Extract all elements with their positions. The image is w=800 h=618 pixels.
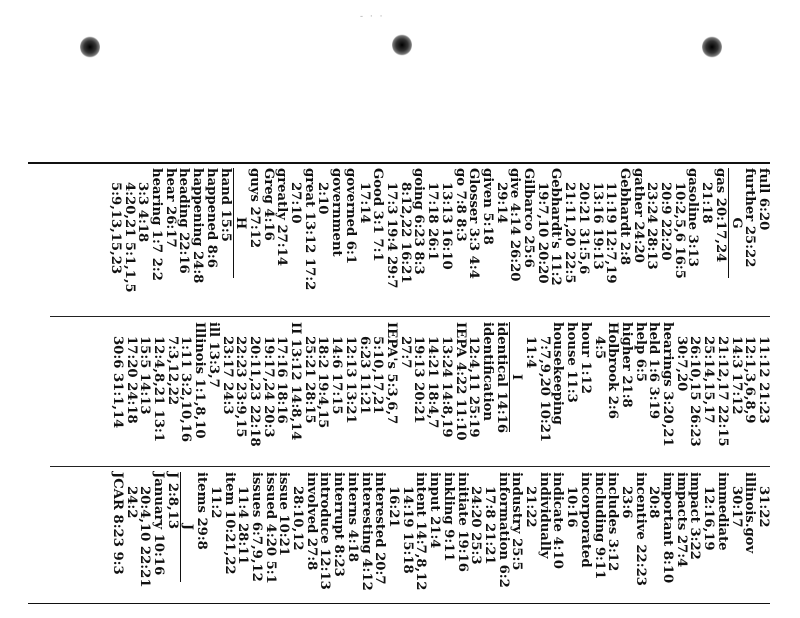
index-subentry: 21:11,20 22:5 [562, 182, 578, 284]
index-subentry: 30:7,20 [673, 336, 689, 392]
index-subentry: 12:16,19 [701, 486, 717, 551]
index-entry: Gebhardt 2:8 [616, 168, 632, 266]
punch-hole-left [80, 36, 100, 58]
index-subentry: 14:19 15:18 [399, 486, 415, 574]
index-subentry: 19:17,24 20:3 [260, 336, 276, 438]
index-entry: information 6:2 [495, 472, 511, 588]
index-subentry: 27:10 [288, 182, 304, 224]
index-entry: JCAR 8:23 9:3 [109, 472, 125, 575]
index-subentry: 18:2 19:4,15 [315, 336, 331, 429]
index-subentry: 17:3 19:4 29:7 [384, 182, 400, 289]
index-entry: important 8:10 [660, 472, 676, 584]
index-subentry: 10:2,5,6 16:5 [671, 182, 687, 279]
letter-heading: J [180, 472, 195, 582]
index-entry: happening 24:8 [190, 168, 206, 284]
index-subentry: 24:20 25:3 [468, 486, 484, 565]
index-entry: issue 10:21 [276, 472, 292, 556]
index-entry: IEPA 4:22 11:10 [452, 322, 468, 441]
index-entry: incorporated [577, 472, 593, 568]
index-entry: issued 4:20 5:1 [262, 472, 278, 584]
index-subentry: 17:18 26:1 [425, 182, 441, 261]
index-subentry: 7:7,9,20 10:21 [536, 336, 552, 443]
index-subentry: 20:4,10 22:21 [137, 486, 153, 588]
index-entry: incentive 22:23 [632, 472, 648, 586]
index-entry: issues 6:7,9,12 [248, 472, 264, 582]
index-subentry: 15:5 14:13 [137, 336, 153, 415]
index-subentry: 20:8 [646, 486, 662, 519]
index-subentry: 23:24 28:13 [644, 182, 660, 270]
index-subentry: 19:7,10 20:20 [534, 182, 550, 284]
index-entry: initiate 19:16 [454, 472, 470, 572]
index-entry: individually [536, 472, 552, 559]
index-subentry: 11:4 [523, 336, 539, 369]
index-entry: help 6:5 [632, 322, 648, 383]
index-column-1 [107, 168, 771, 293]
index-entry: Holbrook 2:6 [605, 322, 621, 419]
index-entry: IEPA's 5:3,6,7 [384, 322, 400, 425]
index-subentry: 23:6 [618, 486, 634, 519]
index-subentry: 22:23 23:9,15 [233, 336, 249, 438]
index-entry: items 29:8 [194, 472, 210, 550]
index-subentry: 7:3,12,22 [164, 336, 180, 406]
index-subentry: 19:13 20:21 [411, 336, 427, 424]
index-entry: Gebhardt's 11:2 [548, 168, 564, 286]
index-entry: housekeeping [550, 322, 566, 425]
index-subentry: 16:21 [386, 486, 402, 528]
index-subentry: 20:11,23 22:18 [246, 336, 262, 447]
index-entry: input 21:4 [427, 472, 443, 549]
index-subentry: 4:20,21 5:1,1,5 [121, 182, 137, 293]
index-subentry: 2:10 [315, 182, 331, 215]
index-entry: interesting 4:12 [358, 472, 374, 591]
index-entry: hour 1:12 [577, 322, 593, 394]
index-subentry: 28:10,12 [290, 486, 306, 551]
index-entry: interns 4:18 [344, 472, 360, 563]
index-entry: includes 3:12 [605, 472, 621, 572]
index-subentry: 21:12,17 22:15 [714, 336, 730, 447]
index-subentry: 17:16 18:16 [274, 336, 290, 424]
index-entry: Illinois 1:1,8,10 [192, 322, 208, 439]
column-divider-1 [50, 316, 770, 317]
index-subentry: 24:2 [123, 486, 139, 519]
index-entry: ill 13:3,7 [205, 322, 221, 388]
index-subentry: 6:23 11:21 [356, 336, 372, 415]
index-entry: great 13:12 17:2 [301, 168, 317, 291]
index-entry: house 11:3 [564, 322, 580, 403]
index-entry: gather 24:20 [630, 168, 646, 263]
index-subentry: 1:11 3:2,10,16 [178, 336, 194, 443]
index-subentry: 12:1,3,6,8,9 [742, 336, 758, 424]
index-subentry: 10:16 [564, 486, 580, 528]
index-entry: hand 15:5 [217, 168, 233, 242]
index-subentry: 5:9,13,15,23 [107, 182, 123, 275]
index-subentry: 20:9 22:20 [658, 182, 674, 261]
index-entry: January 10:16 [151, 472, 167, 576]
letter-heading: G [728, 168, 743, 278]
index-entry: including 9:11 [591, 472, 607, 580]
index-subentry: 12:13 13:21 [342, 336, 358, 424]
index-entry: interested 20:7 [372, 472, 388, 585]
index-entry: impact 3:22 [687, 472, 703, 560]
index-subentry: 13:24 14:8,19 [438, 336, 454, 438]
index-entry: go 7:8 8:3 [452, 168, 468, 242]
index-entry: item 10:21,22 [221, 472, 237, 575]
index-entry: Good 3:1 7:1 [370, 168, 386, 262]
index-subentry: 27:7 [397, 336, 413, 369]
letter-heading: I [509, 322, 524, 432]
index-entry: identical 14:16 [493, 322, 509, 434]
index-entry: identification [479, 322, 495, 421]
index-subentry: 17:8 21:21 [481, 486, 497, 565]
index-subentry: 26:10,15 26:23 [687, 336, 703, 447]
scan-mark: - · · [360, 12, 385, 22]
index-subentry: 8:12,22 16:21 [397, 182, 413, 284]
index-entry: guys 27:12 [246, 168, 262, 249]
index-subentry: 29:14 [493, 182, 509, 224]
index-entry: held 1:6 3:19 [646, 322, 662, 420]
index-subentry: 21:22 [523, 486, 539, 528]
index-column-3 [109, 472, 771, 591]
index-entry: illinois.gov [742, 472, 758, 554]
index-entry: happened 8:6 [203, 168, 219, 268]
index-entry: J 2:8,13 [164, 472, 180, 529]
index-subentry: 14:6 17:15 [329, 336, 345, 415]
index-entry: gas 20:17,24 [712, 168, 728, 263]
index-entry: hearings 3:20,21 [660, 322, 676, 447]
index-entry: introduce 12:13 [317, 472, 333, 590]
index-entry: impacts 27:4 [673, 472, 689, 568]
index-entry: interrupt 8:23 [331, 472, 347, 577]
index-entry: give 4:14 26:20 [507, 168, 523, 282]
index-subentry: 13:13 16:10 [438, 182, 454, 270]
index-subentry: 5:10,17,21 [370, 336, 386, 415]
index-entry: II 13:12 14:8,14 [288, 322, 304, 441]
index-subentry: 11:2 [207, 486, 223, 519]
index-entry: government [329, 168, 345, 257]
index-entry: higher 21:8 [618, 322, 634, 408]
index-subentry: 25:14,15,17 [701, 336, 717, 424]
index-entry: Gilbarco 25:6 [521, 168, 537, 268]
index-entry: Greg 4:16 [260, 168, 276, 241]
index-entry: hearing 1:7 2:2 [149, 168, 165, 281]
index-subentry: 12:4,11 25:19 [466, 336, 482, 438]
index-subentry: 11:19 12:7,19 [603, 182, 619, 284]
index-entry: further 25:22 [742, 168, 758, 268]
index-subentry: 4:5 [591, 336, 607, 360]
index-entry: greatly 27:14 [274, 168, 290, 267]
index-subentry: 30:6 31:1,14 [109, 336, 125, 429]
index-entry: given 5:18 [479, 168, 495, 245]
punch-hole-right [702, 36, 722, 58]
index-column-2 [109, 322, 771, 447]
index-subentry: 3:3 4:18 [135, 182, 151, 243]
index-subentry: 14:3 17:12 [728, 336, 744, 415]
punch-hole-center [392, 34, 412, 56]
index-entry: heading 22:16 [176, 168, 192, 274]
index-subentry: 30:17 [728, 486, 744, 528]
index-subentry: 11:12 21:23 [756, 336, 771, 424]
index-subentry: 31:22 [756, 486, 771, 528]
index-subentry: 25:21 28:15 [301, 336, 317, 424]
index-entry: hear 26:17 [162, 168, 178, 248]
index-entry: industry 25:5 [509, 472, 525, 571]
index-entry: involved 27:8 [303, 472, 319, 571]
index-entry: going 6:23 8:3 [411, 168, 427, 275]
index-subentry: 17:14 [356, 182, 372, 224]
index-entry: Glosser 3:3 4:4 [466, 168, 482, 279]
index-entry: full 6:20 [756, 168, 771, 231]
index-subentry: 11:4 28:11 [235, 486, 251, 565]
index-entry: gasoline 3:13 [685, 168, 701, 267]
column-divider-2 [50, 466, 770, 467]
index-entry: governed 6:1 [342, 168, 358, 265]
index-entry: indicate 4:10 [550, 472, 566, 569]
index-entry: intent 14:7,8,12 [413, 472, 429, 591]
index-subentry: 14:21 18:4,7 [425, 336, 441, 429]
index-subentry: 12:4,8,21 13:1 [151, 336, 167, 443]
index-entry: inkling 9:11 [440, 472, 456, 562]
index-entry: immediate [714, 472, 730, 551]
index-subentry: 23:17 24:3 [219, 336, 235, 415]
index-subentry: 20:21 31:5,6 [575, 182, 591, 275]
index-subentry: 13:16 19:13 [589, 182, 605, 270]
letter-heading: H [233, 168, 248, 278]
index-subentry: 21:18 [699, 182, 715, 224]
index-subentry: 17:20 24:18 [123, 336, 139, 424]
